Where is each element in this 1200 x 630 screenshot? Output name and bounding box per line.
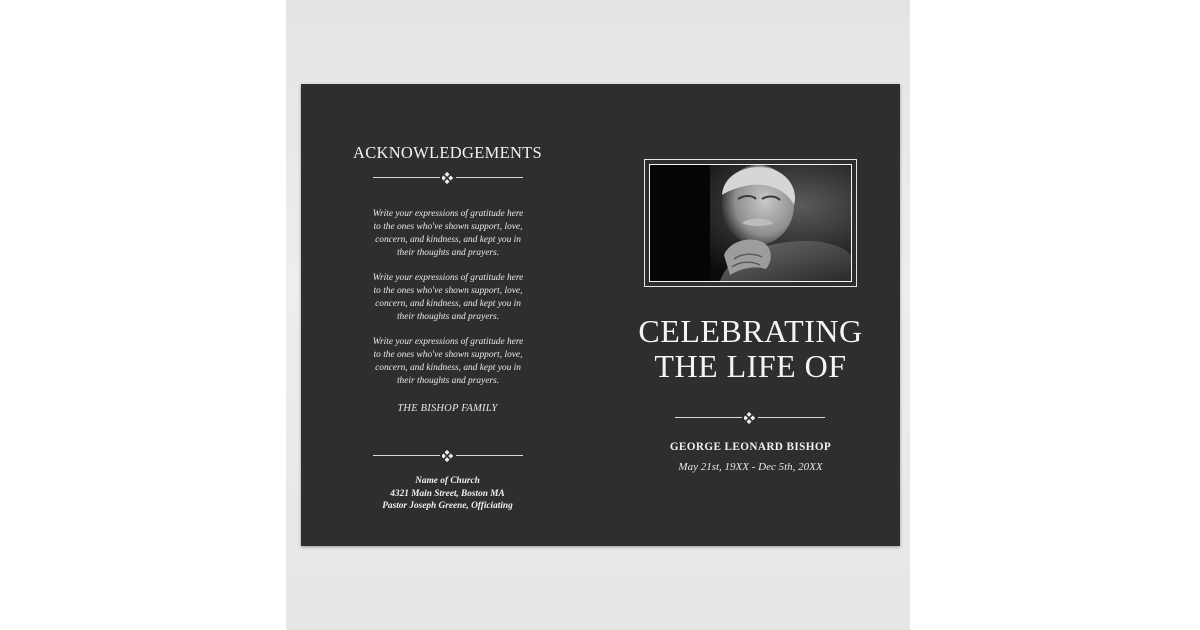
church-name: Name of Church	[415, 476, 480, 486]
headline-line-2: THE LIFE OF	[654, 348, 847, 384]
church-address: 4321 Main Street, Boston MA	[390, 488, 505, 499]
diamond-ornament-icon	[442, 450, 454, 462]
acknowledgement-paragraph: Write your expressions of gratitude here to the ones who've shown support, love, concern, and kindness, and kept you in their thoughts and prayers.	[372, 209, 524, 258]
ornament-divider-top	[373, 172, 523, 184]
acknowledgement-paragraphs	[349, 208, 547, 400]
acknowledgement-paragraph: Write your expressions of gratitude here to the ones who've shown support, love, concern, and kindness, and kept you in their thoughts and prayers.	[372, 273, 524, 322]
family-signature: THE BISHOP FAMILY	[397, 403, 498, 414]
headline	[601, 314, 900, 384]
headline-line-1: CELEBRATING	[638, 313, 863, 349]
portrait-frame	[644, 159, 857, 287]
church-details	[301, 475, 594, 513]
ornament-divider-bottom	[373, 450, 523, 462]
funeral-program-card	[301, 84, 900, 546]
diamond-ornament-icon	[744, 412, 756, 424]
life-dates: May 21st, 19XX - Dec 5th, 20XX	[678, 461, 823, 473]
diamond-ornament-icon	[442, 172, 454, 184]
deceased-name: GEORGE LEONARD BISHOP	[669, 441, 832, 453]
church-officiant: Pastor Joseph Greene, Officiating	[382, 501, 513, 511]
ornament-divider-right	[675, 412, 825, 424]
portrait-photo	[649, 164, 852, 282]
acknowledgement-paragraph: Write your expressions of gratitude here to the ones who've shown support, love, concern, and kindness, and kept you in their thoughts and prayers.	[372, 337, 524, 386]
acknowledgements-title: ACKNOWLEDGEMENTS	[352, 143, 543, 162]
portrait-photo-icon	[650, 165, 851, 281]
